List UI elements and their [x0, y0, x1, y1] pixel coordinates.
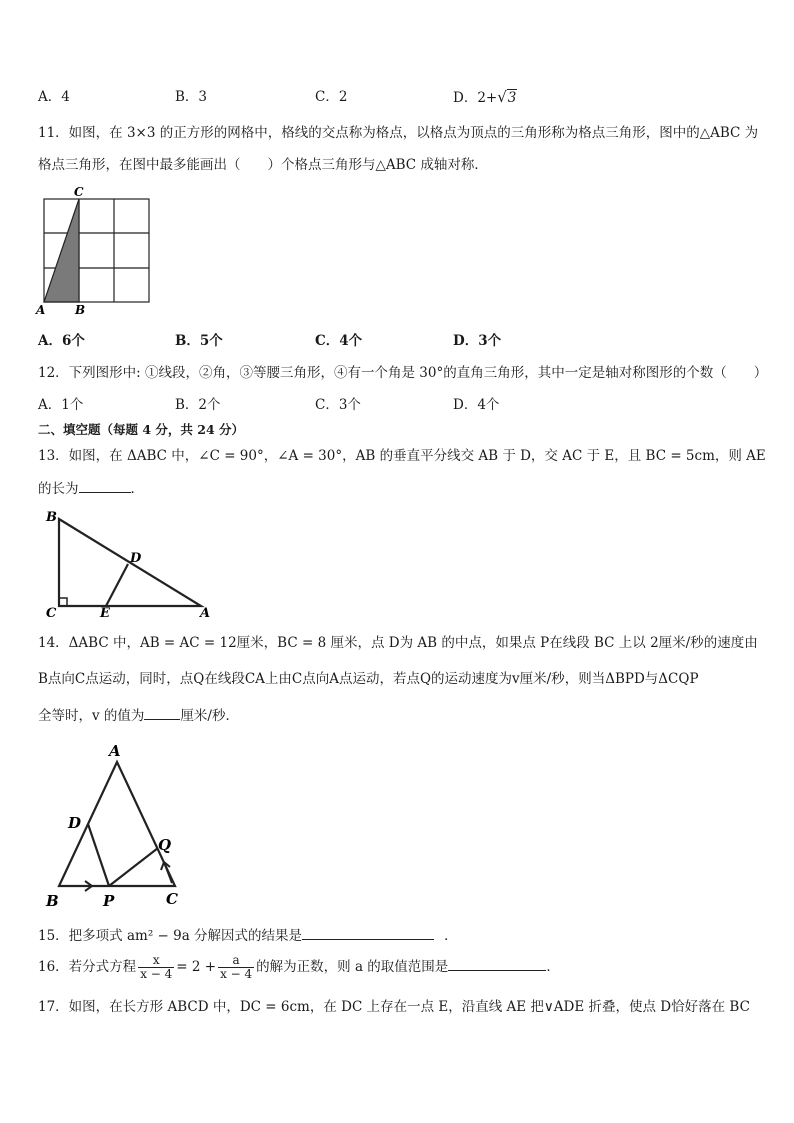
q11-option-d[interactable]: D．3个	[453, 333, 502, 349]
section2-title: 二、填空题（每题 4 分，共 24 分）	[38, 422, 245, 437]
q14-line3-pre: 全等时，v 的值为	[38, 708, 145, 724]
q16-mid: = 2 +	[176, 959, 217, 975]
q14-line3-post: 厘米/秒．	[180, 708, 239, 724]
label-q: Q	[158, 836, 172, 854]
q11-grid-figure	[32, 184, 156, 316]
sqrt-sign: √	[497, 88, 507, 106]
q15-answer-blank[interactable]	[302, 926, 434, 940]
q16-fraction-1	[138, 954, 174, 981]
label-d: D	[68, 814, 82, 832]
q15-line	[38, 926, 458, 945]
label-b: B	[75, 303, 86, 316]
q12-line1: 12．下列图形中: ①线段，②角，③等腰三角形，④有一个角是 30°的直角三角形，其中一定是轴对称图形的个数（ ）	[38, 365, 768, 381]
q11-option-c[interactable]: C．4个	[315, 333, 363, 349]
q16-pre: 16．若分式方程	[38, 959, 137, 975]
q14-triangle-figure	[42, 740, 192, 912]
label-b: B	[46, 892, 59, 910]
label-a: A	[109, 742, 121, 760]
q16-frac2-den: x − 4	[220, 967, 253, 981]
q11-option-b[interactable]: B．5个	[175, 333, 223, 349]
q16-fraction-2	[218, 954, 254, 981]
q14-line2: B点向C点运动，同时，点Q在线段CA上由C点向A点运动，若点Q的运动速度为v厘米/秒，则当ΔBPD与ΔCQP	[38, 671, 699, 687]
right-angle-mark	[59, 598, 67, 606]
q14-line1: 14．ΔABC 中，AB = AC = 12厘米，BC = 8 厘米，点 D为 AB 的中点，如果点 P在线段 BC 上以 2厘米/秒的速度由	[38, 635, 758, 651]
label-b: B	[46, 510, 57, 525]
q11-line2: 格点三角形，在图中最多能画出（ ）个格点三角形与△ABC 成轴对称．	[38, 157, 488, 173]
label-p: P	[103, 892, 115, 910]
q14-line3	[38, 706, 239, 725]
q10-option-b[interactable]: B．3	[175, 89, 208, 105]
q14-answer-blank[interactable]	[144, 706, 180, 720]
q17-line1: 17．如图，在长方形 ABCD 中，DC = 6cm，在 DC 上存在一点 E，沿直线 AE 把∨ADE 折叠，使点 D恰好落在 BC	[38, 999, 750, 1015]
q13-line2	[38, 479, 144, 498]
q13-triangle-figure	[40, 505, 220, 617]
q15-post: ．	[444, 928, 458, 944]
label-a: A	[200, 606, 211, 617]
q10-option-d-label: D．2+	[453, 90, 498, 106]
triangle-abc-shaded	[44, 199, 79, 302]
q13-line2-post: ．	[130, 481, 144, 497]
q12-option-c[interactable]: C．3个	[315, 397, 361, 413]
q10-sqrt-arg: 3	[507, 90, 517, 106]
q16-frac2-num: a	[218, 954, 254, 968]
q16-end: ．	[546, 959, 560, 975]
label-a: A	[36, 303, 46, 316]
q15-pre: 15．把多项式 am² − 9a 分解因式的结果是	[38, 928, 303, 944]
q13-answer-blank[interactable]	[79, 479, 131, 493]
label-d: D	[130, 551, 142, 566]
q12-option-b[interactable]: B．2个	[175, 397, 221, 413]
q10-option-d[interactable]	[453, 88, 517, 107]
q13-line1: 13．如图，在 ΔABC 中，∠C = 90°，∠A = 30°，AB 的垂直平分线交 AB 于 D，交 AC 于 E，且 BC = 5cm，则 AE	[38, 448, 766, 464]
label-e: E	[100, 606, 110, 617]
q10-option-a[interactable]: A．4	[38, 89, 70, 105]
q12-option-a[interactable]: A．1个	[38, 397, 84, 413]
q16-frac1-den: x − 4	[140, 967, 173, 981]
q16-frac1-num: x	[138, 954, 174, 968]
q16-answer-blank[interactable]	[448, 957, 546, 971]
q11-line1: 11．如图，在 3×3 的正方形的网格中，格线的交点称为格点，以格点为顶点的三角形称为格点三角形，图中的△ABC 为	[38, 125, 759, 141]
q16-post: 的解为正数，则 a 的取值范围是	[256, 959, 449, 975]
q16-line	[38, 952, 560, 982]
q12-option-d[interactable]: D．4个	[453, 397, 500, 413]
label-c: C	[74, 185, 84, 199]
q13-line2-pre: 的长为	[38, 481, 79, 497]
label-c: C	[166, 890, 178, 908]
q10-option-c[interactable]: C．2	[315, 89, 348, 105]
label-c: C	[46, 606, 57, 617]
q11-option-a[interactable]: A．6个	[38, 333, 85, 349]
